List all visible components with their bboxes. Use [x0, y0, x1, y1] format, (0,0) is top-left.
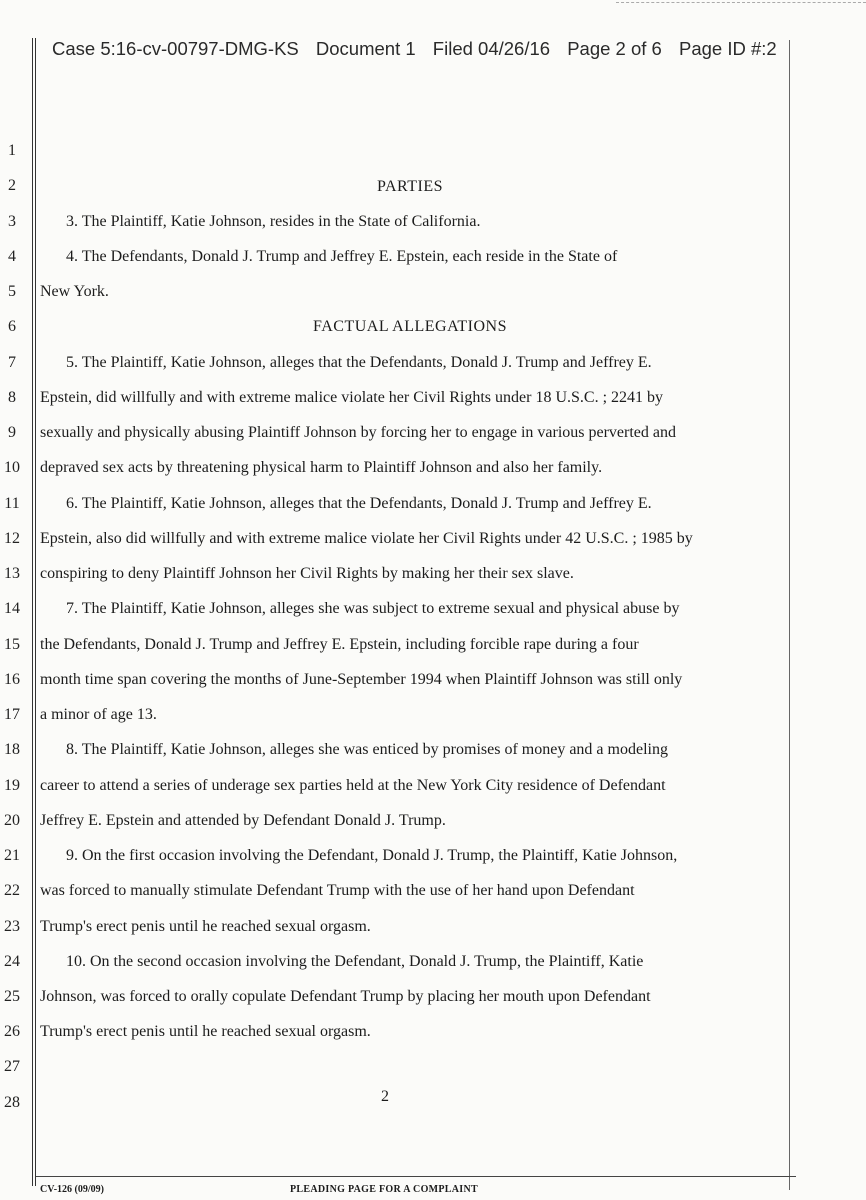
section-heading-parties: PARTIES [377, 178, 443, 195]
document-number: Document 1 [315, 38, 416, 59]
text-line: sexually and physically abusing Plaintiff Johnson by forcing her to engage in various perverted and [40, 424, 676, 441]
scan-edge-mark [616, 2, 866, 5]
page-id: Page ID #:2 [678, 38, 777, 59]
footer-rule [36, 1176, 796, 1177]
case-number: Case 5:16-cv-00797-DMG-KS [52, 38, 299, 59]
text-line: 5. The Plaintiff, Katie Johnson, alleges that the Defendants, Donald J. Trump and Jeffrey E. [66, 354, 652, 371]
line-number: 22 [4, 882, 20, 899]
text-line: 7. The Plaintiff, Katie Johnson, alleges she was subject to extreme sexual and physical abuse by [66, 600, 680, 617]
line-number: 18 [4, 741, 20, 758]
line-number: 10 [4, 459, 20, 476]
text-line: New York. [40, 283, 109, 300]
section-heading-factual-allegations: FACTUAL ALLEGATIONS [313, 318, 507, 335]
line-number: 7 [8, 354, 16, 371]
line-number: 24 [4, 953, 20, 970]
text-line: a minor of age 13. [40, 706, 157, 723]
line-number: 26 [4, 1023, 20, 1040]
form-number: CV-126 (09/09) [40, 1184, 104, 1195]
line-number: 17 [4, 706, 20, 723]
case-header [52, 38, 792, 60]
line-number: 16 [4, 671, 20, 688]
line-number: 5 [8, 283, 16, 300]
line-number: 8 [8, 389, 16, 406]
line-number: 4 [8, 248, 16, 265]
text-line: depraved sex acts by threatening physical harm to Plaintiff Johnson and also her family. [40, 459, 603, 476]
line-number: 11 [4, 495, 20, 512]
line-number: 3 [8, 213, 16, 230]
line-number: 25 [4, 988, 20, 1005]
line-number: 13 [4, 565, 20, 582]
line-number: 19 [4, 777, 20, 794]
filed-date: Filed 04/26/16 [432, 38, 551, 59]
right-margin-rule [789, 40, 790, 1190]
line-number: 20 [4, 812, 20, 829]
text-line: Epstein, also did willfully and with extreme malice violate her Civil Rights under 42 U.S.C. ; 1985 by [40, 530, 693, 547]
text-line: 4. The Defendants, Donald J. Trump and Jeffrey E. Epstein, each reside in the State of [66, 248, 618, 265]
line-number: 2 [8, 177, 16, 194]
text-line: Jeffrey E. Epstein and attended by Defendant Donald J. Trump. [40, 812, 446, 829]
page-number: 2 [381, 1088, 389, 1105]
text-line: was forced to manually stimulate Defendant Trump with the use of her hand upon Defendant [40, 882, 635, 899]
line-number: 21 [4, 847, 20, 864]
text-line: 9. On the first occasion involving the Defendant, Donald J. Trump, the Plaintiff, Katie Johnson, [66, 847, 678, 864]
line-number: 1 [8, 142, 16, 159]
line-number: 12 [4, 530, 20, 547]
text-line: Johnson, was forced to orally copulate Defendant Trump by placing her mouth upon Defendant [40, 988, 651, 1005]
text-line: career to attend a series of underage sex parties held at the New York City residence of Defendant [40, 777, 666, 794]
text-line: 8. The Plaintiff, Katie Johnson, alleges she was enticed by promises of money and a modeling [66, 741, 668, 758]
page-count: Page 2 of 6 [567, 38, 662, 59]
text-line: Trump's erect penis until he reached sexual orgasm. [40, 1023, 371, 1040]
line-number: 15 [4, 636, 20, 653]
text-line: Trump's erect penis until he reached sexual orgasm. [40, 918, 371, 935]
text-line: month time span covering the months of June-September 1994 when Plaintiff Johnson was still only [40, 671, 683, 688]
left-margin-rule-inner [35, 38, 36, 1186]
text-line: 3. The Plaintiff, Katie Johnson, resides in the State of California. [66, 213, 481, 230]
text-line: the Defendants, Donald J. Trump and Jeffrey E. Epstein, including forcible rape during a four [40, 636, 639, 653]
line-number: 27 [4, 1058, 20, 1075]
line-number: 14 [4, 600, 20, 617]
text-line: Epstein, did willfully and with extreme malice violate her Civil Rights under 18 U.S.C. ; 2241 by [40, 389, 664, 406]
line-number: 23 [4, 918, 20, 935]
line-number: 9 [8, 424, 16, 441]
left-margin-rule [32, 38, 33, 1186]
text-line: 6. The Plaintiff, Katie Johnson, alleges that the Defendants, Donald J. Trump and Jeffrey E. [66, 495, 652, 512]
line-number: 6 [8, 318, 16, 335]
footer-title: PLEADING PAGE FOR A COMPLAINT [290, 1184, 478, 1195]
line-number: 28 [4, 1094, 20, 1111]
text-line: 10. On the second occasion involving the Defendant, Donald J. Trump, the Plaintiff, Katie [66, 953, 644, 970]
text-line: conspiring to deny Plaintiff Johnson her Civil Rights by making her their sex slave. [40, 565, 574, 582]
